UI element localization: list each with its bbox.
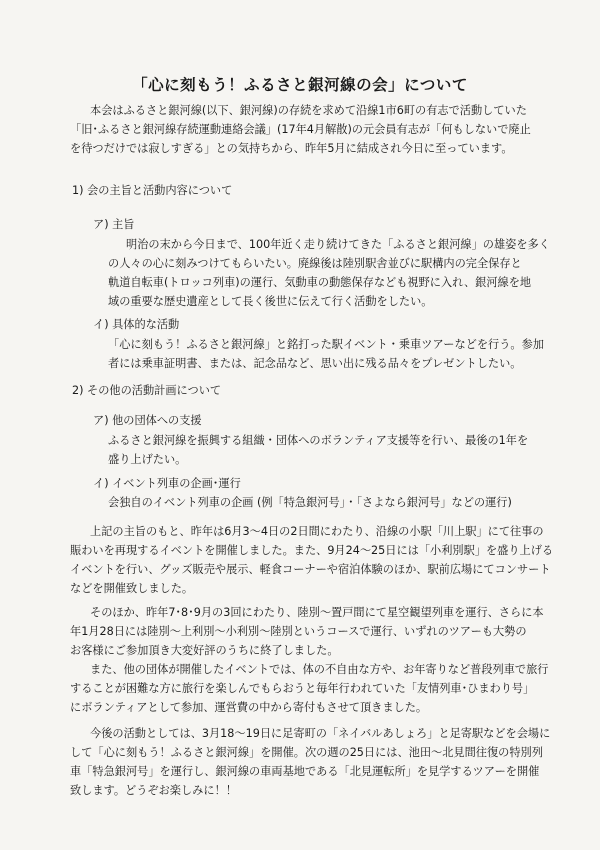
para2-line: また、他の団体が開催したイベントでは、体の不自由な方や、お年寄りなど普段列車で旅行 [90, 663, 549, 676]
section2-a-line: ふるさと銀河線を振興する組織・団体へのボランティア支援等を行い、最後の1年を [108, 434, 529, 447]
para2-line: することが困難な方に旅行を楽しんでもらおうと毎年行われていた「友情列車･ひまわり号」 [70, 682, 535, 695]
section2-b-heading: イ) イベント列車の企画･運行 [93, 477, 241, 490]
para3-line: 今後の活動としては、3月18～19日に足寄町の「ネイバルあしょろ」と足寄駅などを会場に [90, 727, 551, 740]
section1-a-line: 明治の末から今日まで、100年近く走り続けてきた「ふるさと銀河線」の雄姿を多く [126, 238, 550, 251]
section2-a-heading: ア) 他の団体への支援 [93, 414, 202, 427]
section2-b-line: 会独自のイベント列車の企画 (例「特急銀河号」・「さよなら銀河号」などの運行) [108, 496, 512, 509]
para3-line: 車「特急銀河号」を運行し、銀河線の車両基地である「北見運転所」を見学するツアーを開催 [70, 765, 540, 778]
para2-line: にボランティアとして参加、運営費の中から寄付もさせて頂きました。 [70, 701, 428, 714]
section2-heading: 2) その他の活動計画について [72, 384, 222, 397]
para1-line: 上記の主旨のもと、昨年は6月3～4日の2日間にわたり、沿線の小駅「川上駅」にて往事の [90, 525, 544, 538]
para1-line: イベントを行い、グッズ販売や展示、軽食コーナーや宿泊体験のほか、駅前広場にてコンサート [70, 563, 551, 576]
para2-line: 年1月28日には陸別～上利別～小利別～陸別というコースで運行、いずれのツアーも大勢の [70, 625, 527, 638]
intro-line: を待つだけでは寂しすぎる」との気持ちから、昨年5月に結成され今日に至っています。 [70, 142, 513, 155]
section1-b-heading: イ) 具体的な活動 [93, 318, 180, 331]
section1-heading: 1) 会の主旨と活動内容について [72, 184, 233, 197]
para1-line: 賑わいを再現するイベントを開催しました。また、9月24～25日には「小利別駅」を盛り上げる [70, 544, 554, 557]
para1-line: などを開催致しました。 [70, 582, 194, 595]
intro-line: 本会はふるさと銀河線(以下、銀河線)の存続を求めて沿線1市6町の有志で活動していた [90, 104, 527, 117]
document-title: 「心に刻もう！ふるさと銀河線の会」について [132, 76, 468, 94]
section1-a-line: 軌道自転車(トロッコ列車)の運行、気動車の動態保存なども視野に入れ、銀河線を地 [108, 276, 532, 289]
section1-b-line: 者には乗車証明書、または、記念品など、思い出に残る品々をプレゼントしたい。 [108, 357, 522, 370]
para3-line: して「心に刻もう！ふるさと銀河線」を開催。次の週の25日には、池田～北見間往復の特別列 [70, 746, 543, 759]
para2-line: そのほか、昨年7･8･9月の3回にわたり、陸別～置戸間にて星空観望列車を運行、さらに本 [90, 606, 544, 619]
para2-line: お客様にご参加頂き大変好評のうちに終了しました。 [70, 644, 339, 657]
section1-b-line: 「心に刻もう！ふるさと銀河線」と銘打った駅イベント・乗車ツアーなどを行う。参加 [108, 338, 544, 351]
intro-line: 「旧･ふるさと銀河線存続運動連絡会議」(17年4月解散)の元会員有志が「何もしないで廃止 [70, 123, 531, 136]
section1-a-line: の人々の心に刻みつけてもらいたい。廃線後は陸別駅舎並びに駅構内の完全保存と [108, 257, 522, 270]
section2-a-line: 盛り上げたい。 [108, 453, 187, 466]
section1-a-line: 域の重要な歴史遺産として長く後世に伝えて行く活動をしたい。 [108, 295, 433, 308]
section1-a-heading: ア) 主旨 [93, 218, 135, 231]
para3-line: 致します。どうぞお楽しみに！！ [70, 784, 237, 797]
